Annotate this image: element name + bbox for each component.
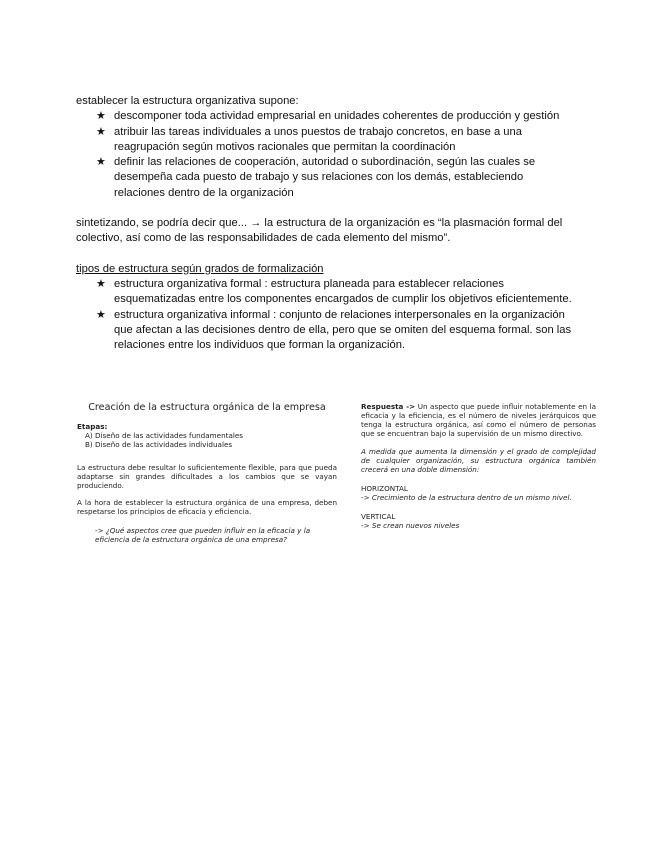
slide-paragraph: A la hora de establecer la estructura orgánica de una empresa, deben respetarse los principios de eficacia y eficiencia.: [77, 498, 337, 516]
dimension-paragraph: A medida que aumenta la dimensión y el grado de complejidad de cualquier organización, su estructura orgánica también crecerá en una doble dimensión:: [361, 447, 596, 474]
star-bullet-icon: ★: [96, 156, 106, 169]
vertical-item: -> Se crean nuevos niveles: [361, 521, 460, 530]
list-item: [96, 308, 576, 354]
slide-title: Creación de la estructura orgánica de la empresa: [88, 402, 326, 413]
answer-paragraph: [361, 402, 596, 438]
answer-label: Respuesta ->: [361, 402, 416, 411]
etapa-item: B) Diseño de las actividades individuales: [85, 440, 233, 449]
slide-image-right: [361, 402, 596, 530]
star-bullet-icon: ★: [96, 110, 106, 123]
list-item: [96, 125, 576, 156]
bullet-text: estructura organizativa informal : conjunto de relaciones interpersonales en la organización que afectan a las decisiones dentro de ella, pero que se omiten del esquema formal. son las relaciones entre los individuos que forman la organización.: [114, 308, 572, 352]
types-bullet-list: [76, 277, 576, 353]
bullet-text: descomponer toda actividad empresarial en unidades coherentes de producción y gestión: [114, 110, 560, 123]
list-item: [96, 155, 576, 201]
star-bullet-icon: ★: [96, 277, 106, 290]
structure-bullet-list: [76, 109, 576, 201]
vertical-label: VERTICAL: [361, 512, 396, 521]
bullet-text: atribuir las tareas individuales a unos puestos de trabajo concretos, en base a una reagrupación según motivos racionales que permitan la coordinación: [114, 125, 522, 153]
types-heading: tipos de estructura según grados de formalización: [76, 262, 324, 275]
list-item: [96, 109, 576, 124]
horizontal-label: HORIZONTAL: [361, 484, 408, 493]
slide-question: -> ¿Qué aspectos cree que pueden influir en la eficacia y la eficiencia de la estructura orgánica de una empresa?: [95, 526, 311, 544]
star-bullet-icon: ★: [96, 125, 106, 138]
horizontal-item: -> Crecimiento de la estructura dentro de un mismo nivel.: [361, 493, 572, 502]
list-item: [96, 277, 576, 308]
etapa-item: A) Diseño de las actividades fundamentales: [85, 431, 244, 440]
intro-text: establecer la estructura organizativa supone:: [76, 95, 299, 107]
slide-paragraph: La estructura debe resultar lo suficientemente flexible, para que pueda adaptarse sin grandes dificultades a los cambios que se vayan produciendo.: [77, 463, 337, 490]
etapas-label: Etapas:: [77, 422, 108, 431]
slide-image-left: [77, 402, 337, 544]
summary-text: sintetizando, se podría decir que... → la estructura de la organización es “la plasmación formal del colectivo, así como de las responsabilidades de cada elemento del mismo”.: [76, 217, 563, 245]
document-body: [76, 94, 576, 353]
answer-text: Un aspecto que puede influir notablemente en la eficacia y la eficiencia, es el número de niveles jerárquicos que tenga la estructura orgánica, así como el número de personas que se encuentran bajo la supervisión de un mismo directivo.: [361, 402, 596, 438]
bullet-text: estructura organizativa formal : estructura planeada para establecer relaciones esquematizadas entre los componentes encargados de cumplir los objetivos eficientemente.: [114, 277, 572, 306]
star-bullet-icon: ★: [96, 308, 106, 321]
bullet-text: definir las relaciones de cooperación, autoridad o subordinación, según las cuales se desempeña cada puesto de trabajo y sus relaciones con los demás, estableciendo relaciones dentro de la organización: [114, 156, 536, 199]
